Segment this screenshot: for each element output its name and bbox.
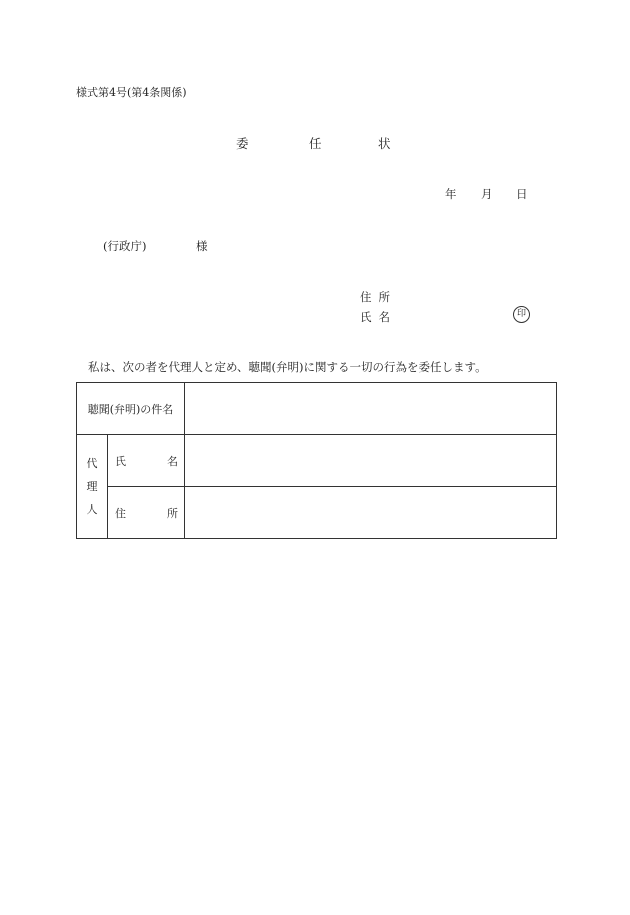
date-month: 月 [481,187,493,201]
agent-label-char: 人 [86,503,98,516]
agent-address-label-cell [108,487,185,539]
agent-name-field[interactable] [185,435,557,487]
recipient-honorific: 様 [196,239,208,253]
title-char-3: 状 [378,136,391,151]
agent-label-char: 代 [86,457,98,470]
date-year: 年 [445,187,457,201]
agent-name-label-cell [108,435,185,487]
agent-address-field[interactable] [185,487,557,539]
case-label: 聴聞(弁明)の件名 [77,383,185,435]
form-number: 様式第4号(第4条関係) [76,86,187,99]
agent-name-label-char: 名 [167,454,178,468]
principal-name-label: 氏名 [360,310,397,324]
delegation-table [76,382,557,539]
principal-address-label: 住所 [360,290,397,304]
case-field[interactable] [185,383,557,435]
agent-address-label-char: 住 [115,506,126,520]
agent-label-char: 理 [86,480,98,493]
delegation-statement: 私は、次の者を代理人と定め、聴聞(弁明)に関する一切の行為を委任します。 [88,360,487,374]
recipient-agency: (行政庁) [103,239,147,253]
agent-address-label-char: 所 [167,506,178,520]
table-row-case [77,383,557,435]
seal-mark: 印 [513,306,530,323]
title-char-2: 任 [309,136,322,151]
table-row-agent-name [77,435,557,487]
agent-label [77,435,108,539]
title-char-1: 委 [236,136,249,151]
date-day: 日 [516,187,528,201]
table-row-agent-address [77,487,557,539]
agent-name-label-char: 氏 [115,454,126,468]
